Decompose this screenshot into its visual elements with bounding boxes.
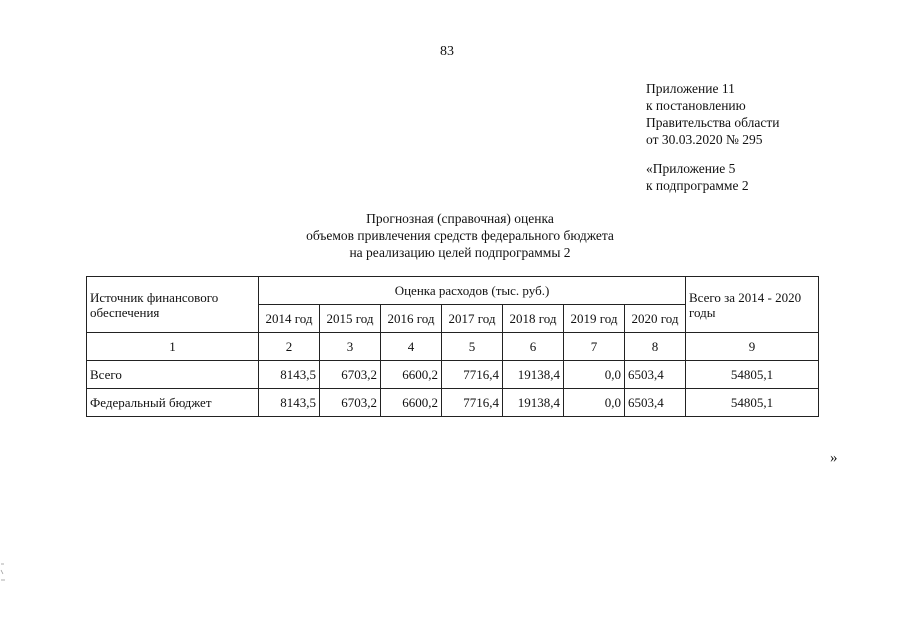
year-header: 2020 год [625,305,686,333]
closing-quote: » [830,450,838,466]
scan-artifact-icon [0,562,6,586]
appendix-line: к постановлению [646,98,746,113]
year-header: 2015 год [320,305,381,333]
budget-table [86,276,819,417]
total-cell: 54805,1 [686,361,819,389]
value-cell: 19138,4 [503,389,564,417]
year-header: 2016 год [381,305,442,333]
value-cell: 6600,2 [381,361,442,389]
value-cell: 19138,4 [503,361,564,389]
value-cell: 7716,4 [442,361,503,389]
value-cell: 6600,2 [381,389,442,417]
title-line: Прогнозная (справочная) оценка [366,211,554,226]
value-cell: 8143,5 [259,389,320,417]
column-number: 9 [686,333,819,361]
scan-margin-mark [0,562,6,589]
column-number: 1 [87,333,259,361]
row-label: Всего [87,361,259,389]
total-header: Всего за 2014 - 2020 годы [686,277,819,333]
total-cell: 54805,1 [686,389,819,417]
value-cell: 6703,2 [320,361,381,389]
column-number: 3 [320,333,381,361]
value-cell: 6703,2 [320,389,381,417]
value-cell: 0,0 [564,389,625,417]
column-number: 7 [564,333,625,361]
appendix-line: Приложение 11 [646,81,735,96]
table-row [87,361,819,389]
appendix-reference [646,80,779,148]
row-label: Федеральный бюджет [87,389,259,417]
source-header: Источник финансового обеспечения [87,277,259,333]
value-cell: 6503,4 [625,361,686,389]
column-number: 8 [625,333,686,361]
year-header: 2017 год [442,305,503,333]
year-header: 2018 год [503,305,564,333]
table-row [87,389,819,417]
page-number: 83 [440,44,454,59]
appendix-line: Правительства области [646,115,780,130]
column-number: 4 [381,333,442,361]
document-title [250,210,670,261]
header-row [87,277,819,305]
year-header: 2019 год [564,305,625,333]
column-number-row [87,333,819,361]
title-line: объемов привлечения средств федерального бюджета [306,228,614,243]
sub-appendix-reference [646,160,749,194]
value-cell: 0,0 [564,361,625,389]
column-number: 5 [442,333,503,361]
year-header: 2014 год [259,305,320,333]
appendix-line: от 30.03.2020 № 295 [646,132,763,147]
column-number: 2 [259,333,320,361]
sub-appendix-line: к подпрограмме 2 [646,178,749,193]
estimate-header: Оценка расходов (тыс. руб.) [259,277,686,305]
sub-appendix-line: «Приложение 5 [646,161,736,176]
title-line: на реализацию целей подпрограммы 2 [349,245,571,260]
value-cell: 6503,4 [625,389,686,417]
value-cell: 7716,4 [442,389,503,417]
value-cell: 8143,5 [259,361,320,389]
column-number: 6 [503,333,564,361]
